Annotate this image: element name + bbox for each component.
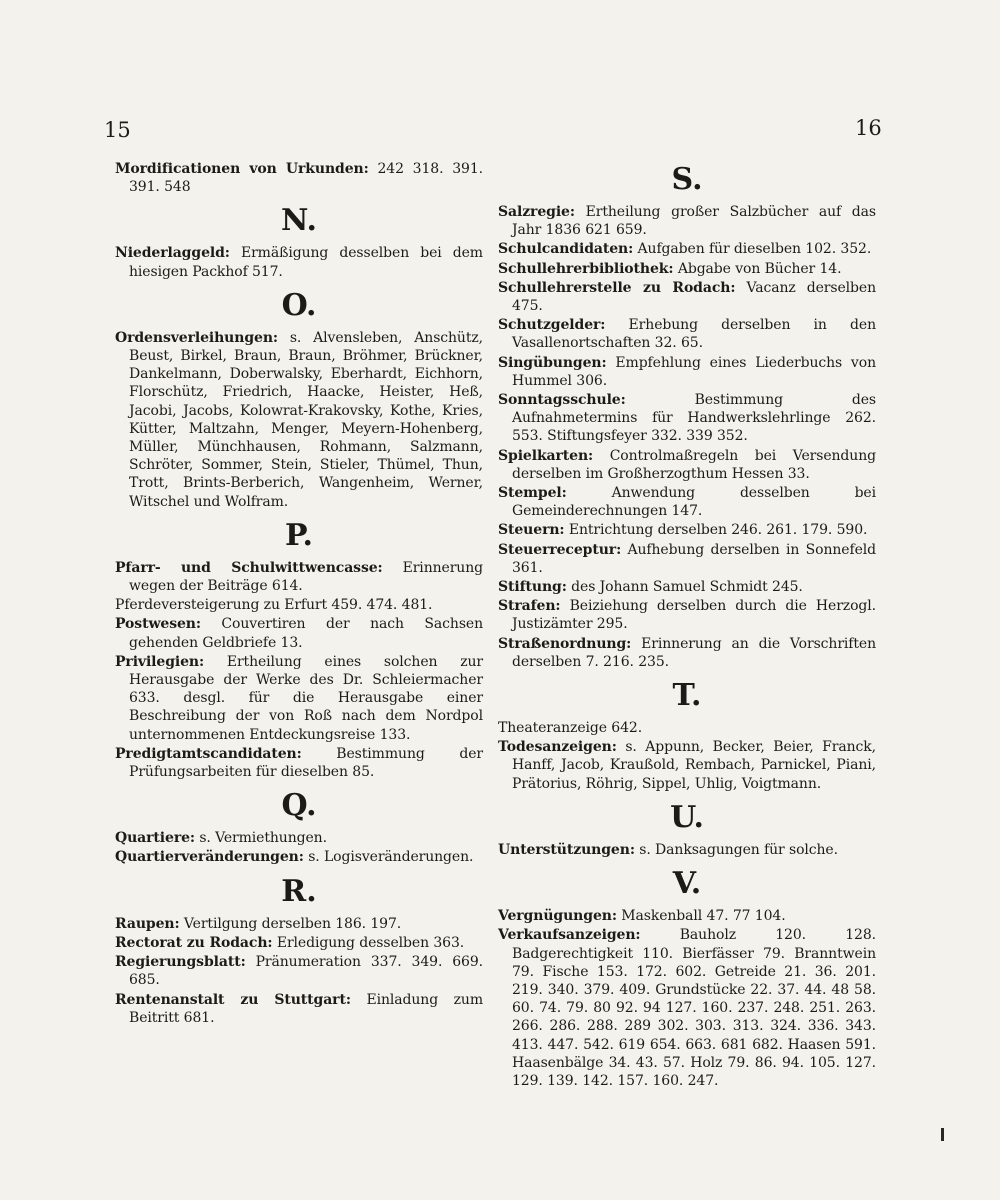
margin-mark (941, 1128, 944, 1141)
index-entry: Stempel: Anwendung desselben bei Gemeinderechnungen 147. (498, 485, 876, 520)
index-entry: Raupen: Vertilgung derselben 186. 197. (115, 915, 402, 932)
index-entry: Pfarr- und Schulwittwencasse: Erinnerung wegen der Beiträge 614. (115, 559, 483, 595)
index-entry: Quartierveränderungen: s. Logisveränderungen. (115, 849, 474, 866)
index-entry: Schullehrerstelle zu Rodach: Vacanz derselben 475. (498, 279, 876, 315)
index-entry: Rentenanstalt zu Stuttgart: Einladung zum Beitritt 681. (115, 991, 483, 1026)
index-entry: Schullehrerbibliothek: Abgabe von Bücher 14. (498, 260, 842, 277)
index-entry: Steuerreceptur: Aufhebung derselben in Sonnefeld 361. (498, 541, 876, 576)
index-entry: Schutzgelder: Erhebung derselben in den Vasallenortschaften 32. 65. (498, 317, 876, 352)
index-entry: Spielkarten: Controlmaßregeln bei Versendung derselben im Großherzogthum Hessen 33. (498, 447, 876, 482)
index-entry: Regierungsblatt: Pränumeration 337. 349. 669. 685. (115, 954, 483, 989)
section-letter: Q. (281, 788, 317, 824)
section-letter: P. (284, 517, 314, 553)
index-entry: Mordificationen von Urkunden: 242 318. 391. 391. 548 (115, 161, 483, 196)
index-entry: Verkaufsanzeigen: Bauholz 120. 128. Badgerechtigkeit 110. Bierfässer 79. Branntwein 79. Fische 153. 172. 602. Getreide 21. 36. 201. 219. 340. 379. 409. Grundstücke 22. 37. 44. 48 58. 60. 74. 79. 80 92. 94 127. 160. 237. 248. 251. 263. 266. 286. 288. 289 302. 303. 313. 324. 336. 343. 413. 447. 542. 619 654. 663. 681 682. Haasen 591. Haasenbälge 34. 43. 57. Holz 79. 86. 94. 105. 127. 129. 139. 142. 157. 160. 247. (498, 927, 876, 1089)
index-entry: Predigtamtscandidaten: Bestimmung der Prüfungsarbeiten für dieselben 85. (115, 745, 483, 781)
page-number-right: 16 (855, 116, 882, 140)
section-letter: V. (672, 866, 702, 902)
index-entry: Salzregie: Ertheilung großer Salzbücher auf das Jahr 1836 621 659. (498, 204, 876, 239)
page-number-left: 15 (104, 118, 131, 142)
index-entry: Todesanzeigen: s. Appunn, Becker, Beier, Franck, Hanff, Jacob, Kraußold, Rembach, Parnickel, Piani, Prätorius, Röhrig, Sippel, Uhlig, Voigtmann. (498, 739, 876, 792)
index-entry: Quartiere: s. Vermiethungen. (115, 830, 327, 847)
section-letter: T. (672, 678, 702, 714)
right-column (498, 155, 876, 1091)
index-entry: Rectorat zu Rodach: Erledigung desselben 363. (115, 934, 465, 951)
index-entry: Vergnügungen: Maskenball 47. 77 104. (498, 908, 786, 925)
index-entry: Pferdeversteigerung zu Erfurt 459. 474. 481. (115, 597, 433, 614)
section-letter: N. (281, 203, 317, 239)
section-letter: R. (281, 873, 317, 909)
index-entry: Strafen: Beiziehung derselben durch die Herzogl. Justizämter 295. (498, 598, 876, 633)
index-entry: Postwesen: Couvertiren der nach Sachsen gehenden Geldbriefe 13. (115, 616, 483, 651)
section-letter: O. (281, 287, 317, 323)
index-entry: Ordensverleihungen: s. Alvensleben, Anschütz, Beust, Birkel, Braun, Braun, Bröhmer, Brückner, Dankelmann, Doberwalsky, Eberhardt, Eichhorn, Florschütz, Friedrich, Haacke, Heister, Heß, Jacobi, Jacobs, Kolowrat-Krakovsky, Kothe, Kries, Kütter, Maltzahn, Menger, Meyern-Hohenberg, Müller, Münchhausen, Rohmann, Salzmann, Schröter, Sommer, Stein, Stieler, Thümel, Thun, Trott, Brints-Berberich, Wangenheim, Werner, Witschel und Wolfram. (115, 329, 483, 510)
section-letter: U. (670, 799, 704, 835)
index-entry: Singübungen: Empfehlung eines Liederbuchs von Hummel 306. (498, 354, 876, 389)
index-entry: Privilegien: Ertheilung eines solchen zur Herausgabe der Werke des Dr. Schleiermacher 633. desgl. für die Herausgabe einer Beschreibung der von Roß nach dem Nordpol unternommenen Entdeckungsreise 133. (115, 653, 483, 743)
index-entry: Unterstützungen: s. Danksagungen für solche. (498, 841, 838, 858)
index-entry: Sonntagsschule: Bestimmung des Aufnahmetermins für Handwerkslehrlinge 262. 553. Stiftungsfeyer 332. 339 352. (498, 392, 876, 445)
index-entry: Niederlaggeld: Ermäßigung desselben bei dem hiesigen Packhof 517. (115, 245, 483, 280)
index-entry: Stiftung: des Johann Samuel Schmidt 245. (498, 579, 803, 596)
index-entry: Theateranzeige 642. (498, 720, 643, 737)
left-column (115, 160, 483, 1028)
index-entry: Straßenordnung: Erinnerung an die Vorschriften derselben 7. 216. 235. (498, 635, 876, 670)
section-letter: S. (671, 162, 703, 197)
index-entry: Schulcandidaten: Aufgaben für dieselben 102. 352. (498, 241, 872, 258)
index-entry: Steuern: Entrichtung derselben 246. 261. 179. 590. (498, 522, 868, 539)
